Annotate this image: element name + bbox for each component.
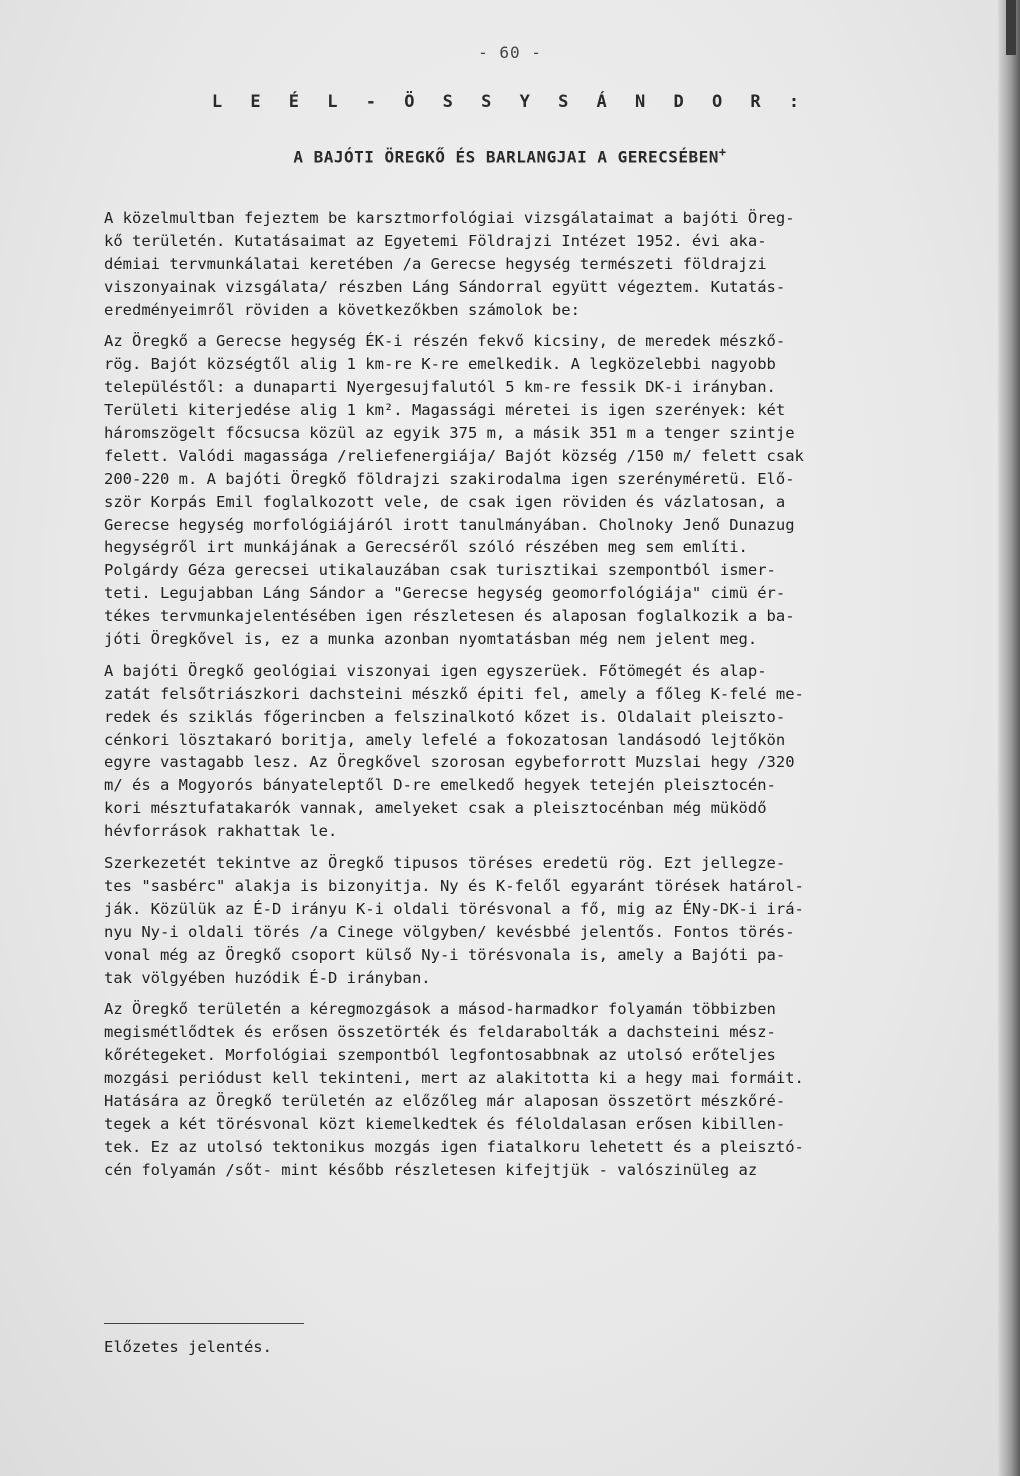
- text-line: A bajóti Öregkő geológiai viszonyai igen egyszerüek. Főtömegét és alap-: [104, 661, 767, 680]
- paragraph: [104, 852, 909, 989]
- text-line: hévforrások rakhattak le.: [104, 822, 338, 841]
- scan-edge-shadow: [998, 0, 1020, 1476]
- paragraph-gap: [104, 651, 909, 660]
- text-line: tékes tervmunkajelentésében igen részletesen és alaposan foglalkozik a ba-: [104, 607, 795, 626]
- text-line: nyu Ny-i oldali törés /a Cinege völgyben/ kevésbbé jelentős. Fontos törés-: [104, 922, 795, 941]
- text-line: eredményeimről röviden a következőkben számolok be:: [104, 300, 580, 319]
- text-line: Az Öregkő a Gerecse hegység ÉK-i részén fekvő kicsiny, de meredek mészkő-: [104, 332, 786, 351]
- text-line: vonal még az Öregkő csoport külső Ny-i törésvonala is, amely a Bajóti pa-: [104, 945, 786, 964]
- text-line: tes "sasbérc" alakja is bizonyitja. Ny és K-felől egyaránt törések határol-: [104, 876, 804, 895]
- text-line: redek és sziklás főgerincben a felszinalkotó kőzet is. Oldalait pleiszto-: [104, 707, 786, 726]
- text-line: cén folyamán /sőt- mint később részletesen kifejtjük - valószinüleg az: [104, 1160, 758, 1179]
- text-line: rög. Bajót községtől alig 1 km-re K-re emelkedik. A legközelebbi nagyobb: [104, 355, 776, 374]
- text-line: 200-220 m. A bajóti Öregkő földrajzi szakirodalma igen szerényméretü. Elő-: [104, 469, 795, 488]
- text-line: mozgási periódust kell tekinteni, mert az alakitotta ki a hegy mai formáit.: [104, 1069, 804, 1088]
- text-line: hegységről irt munkájának a Gerecséről szóló részében meg sem említi.: [104, 538, 748, 557]
- article-title-text: A BAJÓTI ÖREGKŐ ÉS BARLANGJAI A GERECSÉBEN: [293, 147, 719, 167]
- text-line: tak völgyében huzódik É-D irányban.: [104, 968, 431, 987]
- text-line: háromszögelt főcsucsa közül az egyik 375 m, a másik 351 m a tenger szintje: [104, 424, 795, 443]
- text-line: Területi kiterjedése alig 1 km². Magassági méretei is igen szerények: két: [104, 401, 786, 420]
- article-body: [104, 207, 909, 1182]
- paragraph-gap: [104, 843, 909, 852]
- paragraph: [104, 207, 909, 321]
- text-line: cénkori lösztakaró boritja, amely lefelé a fokozatosan landásodó lejtőkön: [104, 730, 786, 749]
- text-line: Az Öregkő területén a kéregmozgások a másod-harmadkor folyamán többizben: [104, 1000, 776, 1019]
- text-line: Szerkezetét tekintve az Öregkő tipusos töréses eredetü rög. Ezt jellegze-: [104, 854, 786, 873]
- article-title: [0, 145, 1020, 166]
- text-line: A közelmultban fejeztem be karsztmorfológiai vizsgálataimat a bajóti Öreg-: [104, 209, 795, 227]
- text-line: településtől: a dunaparti Nyergesujfalutól 5 km-re fessik DK-i irányban.: [104, 378, 776, 397]
- text-line: ják. Közülük az É-D irányu K-i oldali törésvonal a fő, mig az ÉNy-DK-i irá-: [104, 899, 804, 918]
- paragraph: [104, 660, 909, 843]
- text-line: kőrétegeket. Morfológiai szempontból legfontosabbnak az utolsó erőteljes: [104, 1046, 776, 1065]
- text-line: Gerecse hegység morfológiájáról irott tanulmányában. Cholnoky Jenő Dunazug: [104, 515, 795, 534]
- text-line: jóti Öregkővel is, ez a munka azonban nyomtatásban még nem jelent meg.: [104, 630, 758, 649]
- text-line: megismétlődtek és erősen összetörték és feldarabolták a dachsteini mész-: [104, 1023, 776, 1042]
- text-line: m/ és a Mogyorós bányateleptől D-re emelkedő hegyek tetején pleisztocén-: [104, 776, 776, 795]
- footnote-divider: [104, 1323, 304, 1325]
- text-line: kő területén. Kutatásaimat az Egyetemi Földrajzi Intézet 1952. évi aka-: [104, 231, 767, 250]
- text-line: Polgárdy Géza gerecsei utikalauzában csak turisztikai szempontból ismer-: [104, 561, 776, 580]
- page-number: - 60 -: [478, 43, 542, 62]
- text-line: démiai tervmunkálatai keretében /a Gerecse hegység természeti földrajzi: [104, 254, 767, 273]
- text-line: tegek a két törésvonal közt kiemelkedtek és féloldalasan erősen kibillen-: [104, 1114, 786, 1133]
- footnote: Előzetes jelentés.: [104, 1338, 272, 1356]
- paragraph: [104, 330, 909, 650]
- text-line: egyre vastagabb lesz. Az Öregkővel szorosan egybeforrott Muzslai hegy /320: [104, 753, 795, 772]
- paragraph: [104, 998, 909, 1181]
- text-line: ször Korpás Emil foglalkozott vele, de csak igen röviden és vázlatosan, a: [104, 492, 786, 511]
- text-line: felett. Valódi magassága /reliefenergiája/ Bajót község /150 m/ felett csak: [104, 446, 804, 465]
- author-heading: L E É L - Ö S S Y S Á N D O R :: [211, 92, 809, 112]
- text-line: Hatására az Öregkő területén az előzőleg már alaposan összetört mészkőré-: [104, 1091, 786, 1110]
- text-line: kori mésztufatakarók vannak, amelyeket csak a pleisztocénban még müködő: [104, 799, 767, 818]
- text-line: tek. Ez az utolsó tektonikus mozgás igen fiatalkoru lehetett és a pleisztó-: [104, 1137, 804, 1156]
- paragraph-gap: [104, 989, 909, 998]
- text-line: viszonyainak vizsgálata/ részben Láng Sándorral együtt végeztem. Kutatás-: [104, 277, 786, 296]
- footnote-marker: +: [718, 145, 727, 159]
- text-line: teti. Legujabban Láng Sándor a "Gerecse hegység geomorfológiája" cimü ér-: [104, 584, 786, 603]
- text-line: zatát felsőtriászkori dachsteini mészkő épiti fel, amely a főleg K-felé me-: [104, 684, 804, 703]
- paragraph-gap: [104, 321, 909, 330]
